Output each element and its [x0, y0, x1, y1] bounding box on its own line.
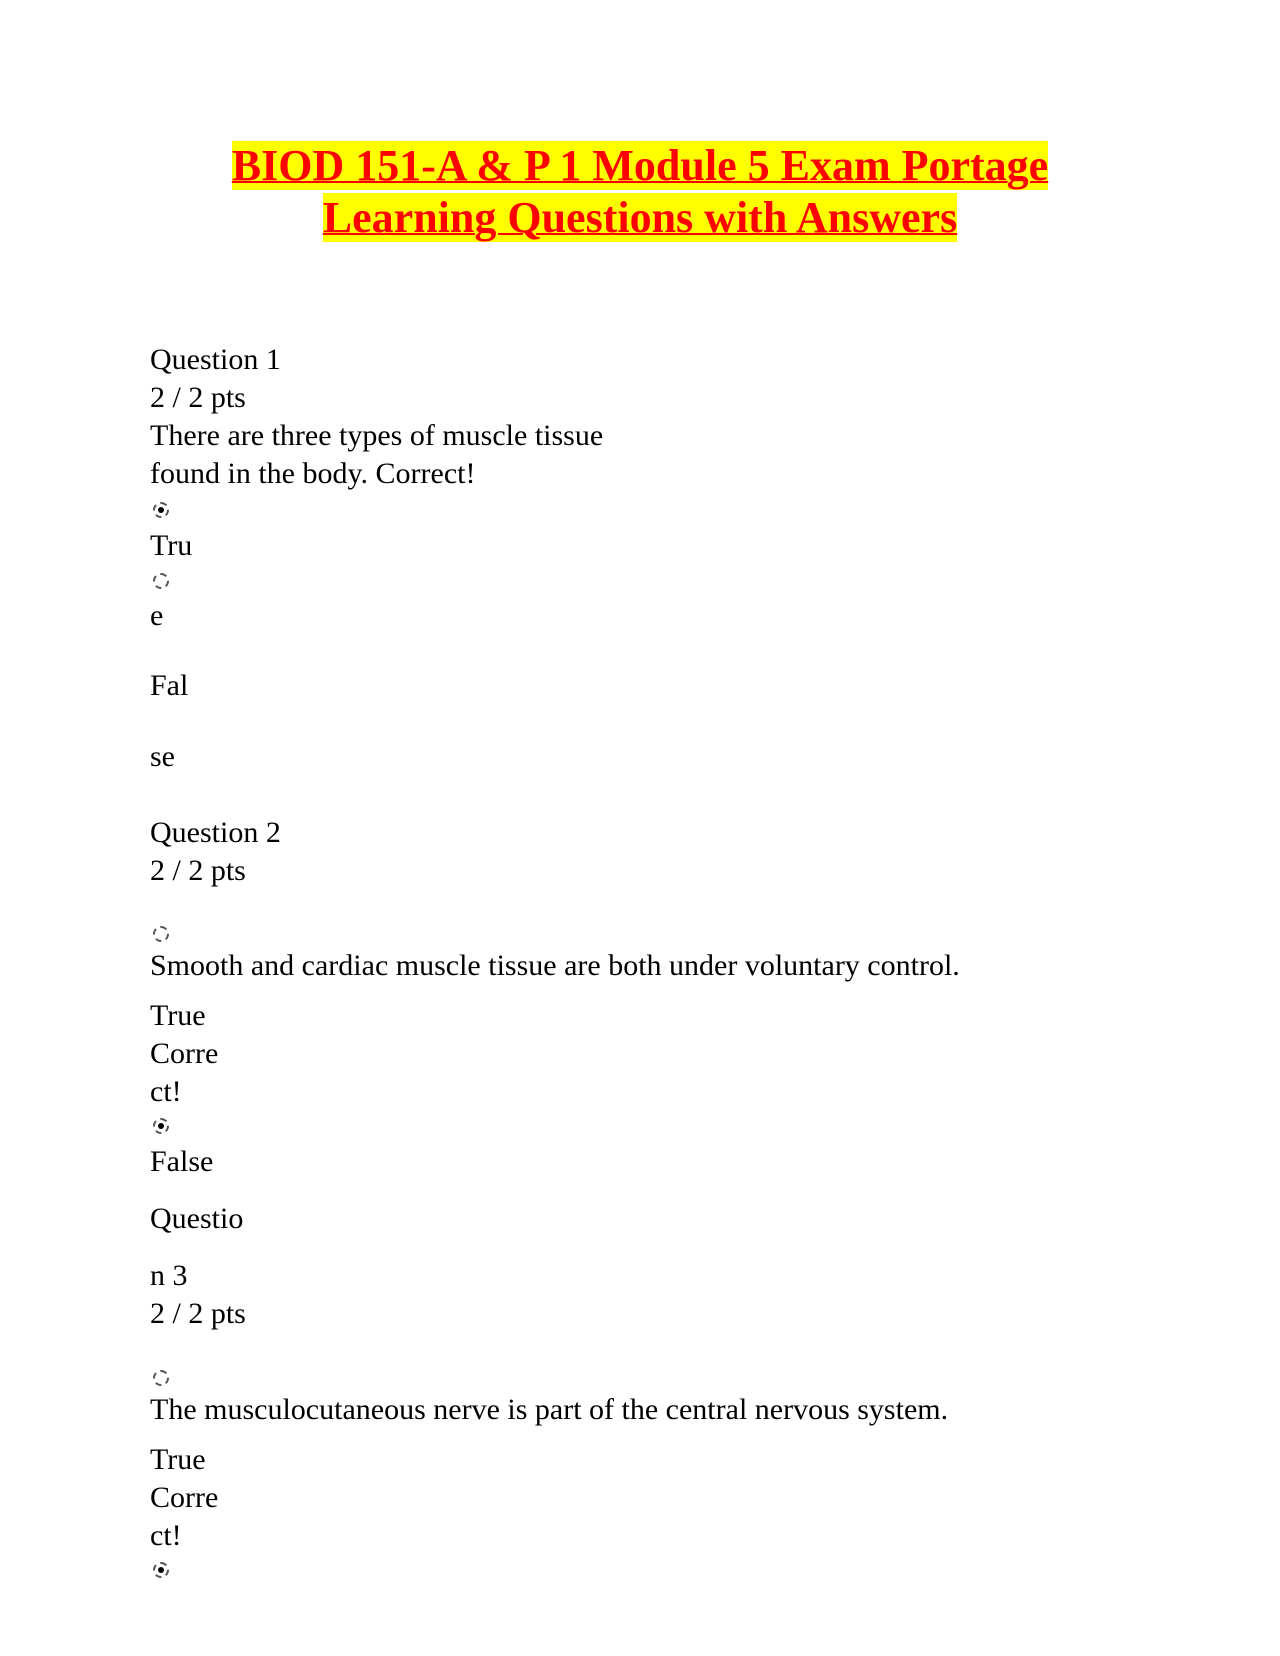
question-1-points: 2 / 2 pts: [150, 381, 246, 414]
question-1-false-label-part-1: Fal: [150, 669, 189, 702]
question-3-label-part-1: Questio: [150, 1202, 244, 1235]
document-title: [0, 140, 1280, 244]
question-3-label-part-2: n 3: [150, 1259, 188, 1292]
title-line-2: Learning Questions with Answers: [322, 193, 958, 242]
title-line-1: BIOD 151-A & P 1 Module 5 Exam Portage: [231, 141, 1049, 190]
question-1-text-line-2: found in the body. Correct!: [150, 457, 476, 490]
question-2-false-radio[interactable]: [153, 1118, 169, 1134]
question-3-correct-part-1: Corre: [150, 1481, 219, 1514]
question-2-true-label: True: [150, 999, 206, 1032]
question-1-false-radio[interactable]: [153, 573, 169, 589]
question-2-text: Smooth and cardiac muscle tissue are both under voluntary control.: [150, 949, 960, 982]
question-2-points: 2 / 2 pts: [150, 854, 246, 887]
question-1-true-label-part-2: e: [150, 599, 164, 632]
question-1-false-label-part-2: se: [150, 740, 175, 773]
question-2-label: Question 2: [150, 816, 281, 849]
question-3-true-label: True: [150, 1443, 206, 1476]
question-3-false-radio[interactable]: [153, 1562, 169, 1578]
question-2-correct-part-1: Corre: [150, 1037, 219, 1070]
question-1-true-radio[interactable]: [153, 502, 169, 518]
question-2-true-radio[interactable]: [153, 926, 169, 942]
question-3-text: The musculocutaneous nerve is part of the central nervous system.: [150, 1393, 949, 1426]
question-3-true-radio[interactable]: [153, 1370, 169, 1386]
question-1-label: Question 1: [150, 343, 281, 376]
question-3-points: 2 / 2 pts: [150, 1297, 246, 1330]
question-3-correct-part-2: ct!: [150, 1519, 182, 1552]
question-2-correct-part-2: ct!: [150, 1075, 182, 1108]
question-1-text-line-1: There are three types of muscle tissue: [150, 419, 604, 452]
question-2-false-label: False: [150, 1145, 214, 1178]
question-1-true-label-part-1: Tru: [150, 529, 193, 562]
